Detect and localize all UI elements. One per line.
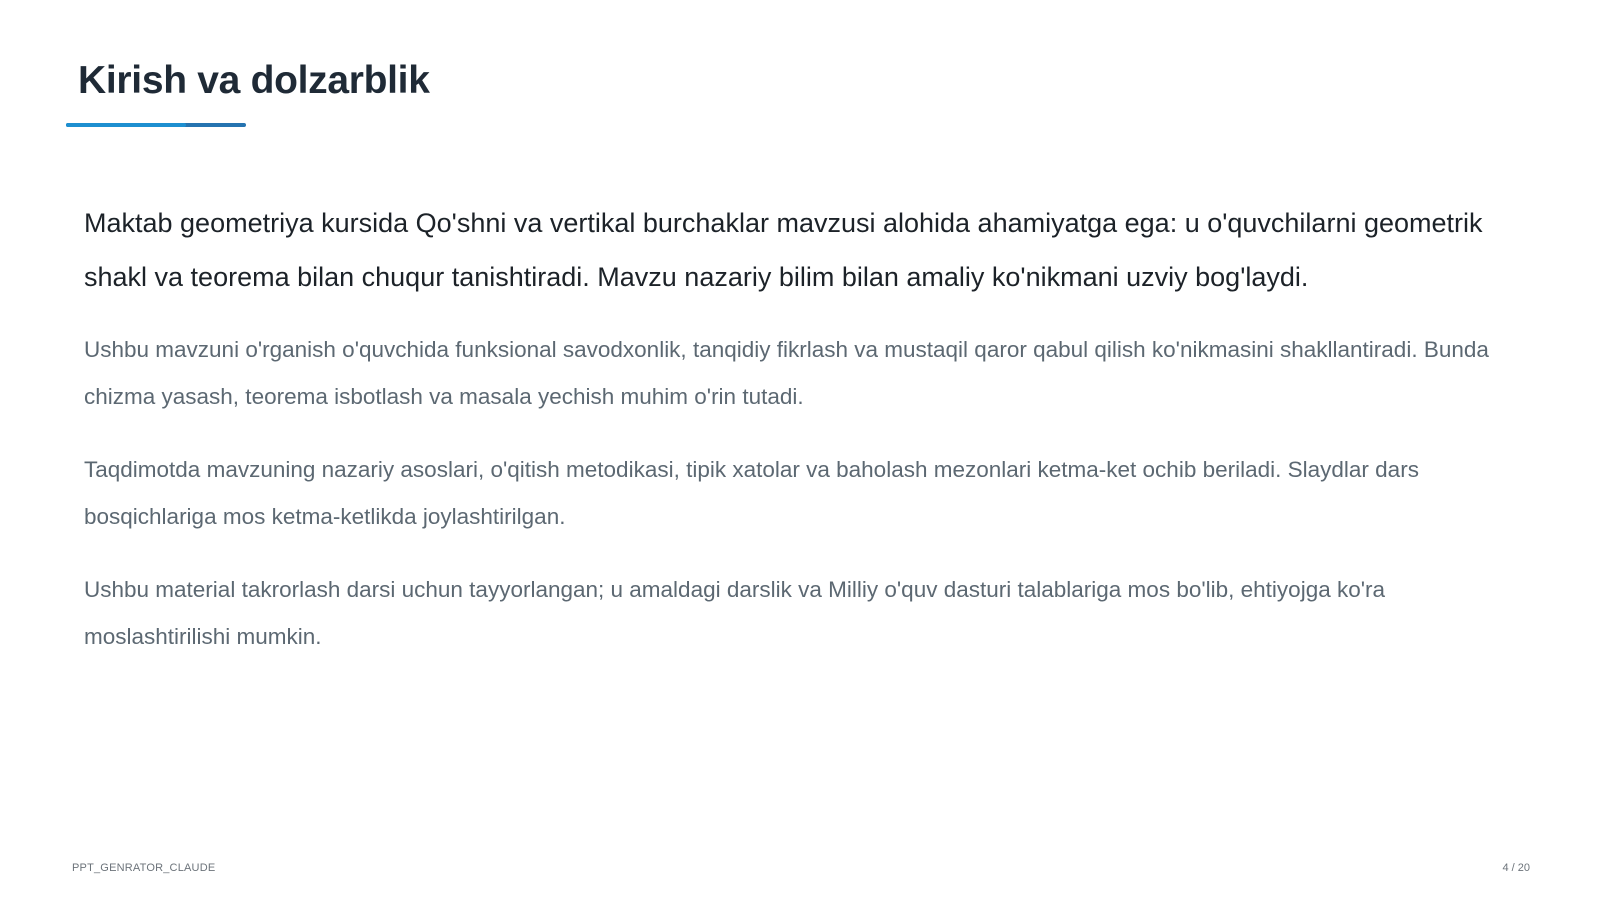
lead-paragraph: Maktab geometriya kursida Qo'shni va vertikal burchaklar mavzusi alohida ahamiyatga ega: u o'quvchilarni geometrik shakl va teorema bilan chuqur tanishtiradi. Mavzu nazariy bilim bilan amaliy ko'nikmani uzviy bog'laydi. <box>84 208 1483 292</box>
body-paragraph-1: Ushbu mavzuni o'rganish o'quvchida funksional savodxonlik, tanqidiy fikrlash va mustaqil qaror qabul qilish ko'nikmasini shakllantiradi. Bunda chizma yasash, teorema isbotlash va masala yechish muhim o'rin tutadi. <box>84 337 1489 409</box>
footer-source: PPT_GENRATOR_CLAUDE <box>72 862 216 874</box>
page-number: 4 / 20 <box>1502 862 1530 874</box>
title-underline-accent <box>66 123 186 127</box>
body-paragraph-2: Taqdimotda mavzuning nazariy asoslari, o'qitish metodikasi, tipik xatolar va baholash mezonlari ketma-ket ochib beriladi. Slaydlar dars bosqichlariga mos ketma-ketlikda joylashtirilgan. <box>84 457 1419 529</box>
body-paragraph-3: Ushbu material takrorlash darsi uchun tayyorlangan; u amaldagi darslik va Milliy o'quv dasturi talablariga mos bo'lib, ehtiyojga ko'ra moslashtirilishi mumkin. <box>84 577 1386 649</box>
slide-title: Kirish va dolzarblik <box>78 59 430 102</box>
title-underline <box>66 123 246 127</box>
slide-content <box>84 196 1524 686</box>
